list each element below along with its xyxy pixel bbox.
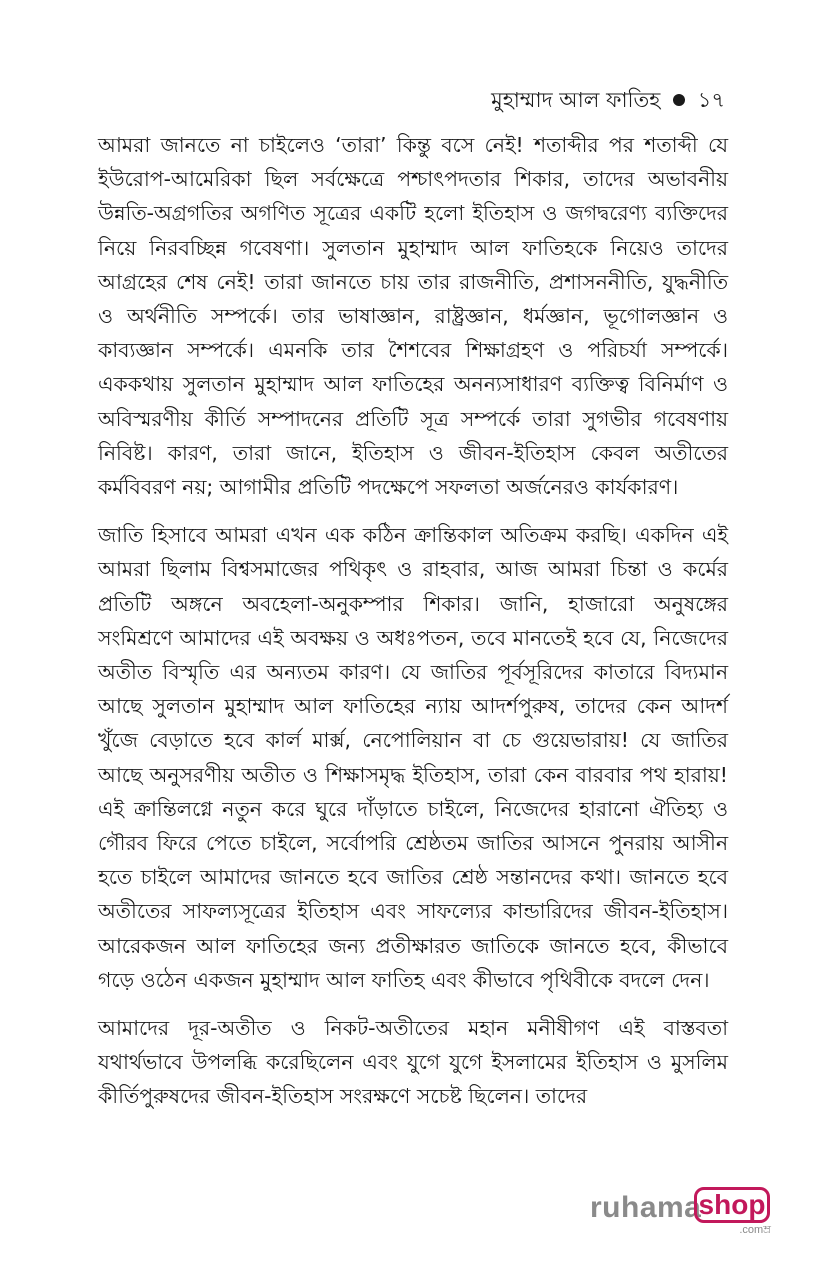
running-header	[491, 86, 725, 114]
logo-domain: .comম্র	[739, 1224, 771, 1236]
paragraph-2: জাতি হিসাবে আমরা এখন এক কঠিন ক্রান্তিকাল অতিক্রম করছি। একদিন এই আমরা ছিলাম বিশ্বসমাজের পথিকৃৎ ও রাহবার, আজ আমরা চিন্তা ও কর্মের প্রতিটি অঙ্গনে অবহেলা-অনুকম্পার শিকার। জানি, হাজারো অনুষঙ্গের সংমিশ্রণে আমাদের এই অবক্ষয় ও অধঃপতন, তবে মানতেই হবে যে, নিজেদের অতীত বিস্মৃতি এর অন্যতম কারণ। যে জাতির পূর্বসূরিদের কাতারে বিদ্যমান আছে সুলতান মুহাম্মাদ আল ফাতিহের ন্যায় আদর্শপুরুষ, তাদের কেন আদর্শ খুঁজে বেড়াতে হবে কার্ল মার্ক্স, নেপোলিয়ান বা চে গুয়েভারায়! যে জাতির আছে অনুসরণীয় অতীত ও শিক্ষাসমৃদ্ধ ইতিহাস, তারা কেন বারবার পথ হারায়! এই ক্রান্তিলগ্নে নতুন করে ঘুরে দাঁড়াতে চাইলে, নিজেদের হারানো ঐতিহ্য ও গৌরব ফিরে পেতে চাইলে, সর্বোপরি শ্রেষ্ঠতম জাতির আসনে পুনরায় আসীন হতে চাইলে আমাদের জানতে হবে জাতির শ্রেষ্ঠ সন্তানদের কথা। জানতে হবে অতীতের সাফল্যসূত্রের ইতিহাস এবং সাফল্যের কান্ডারিদের জীবন-ইতিহাস। আরেকজন আল ফাতিহের জন্য প্রতীক্ষারত জাতিকে জানতে হবে, কীভাবে গড়ে ওঠেন একজন মুহাম্মাদ আল ফাতিহ এবং কীভাবে পৃথিবীকে বদলে দেন।	[98, 523, 728, 992]
logo-text-ruhama: ruhama	[590, 1191, 702, 1224]
body-text	[98, 128, 728, 1128]
bullet-dot-icon	[673, 94, 685, 106]
paragraph-3: আমাদের দূর-অতীত ও নিকট-অতীতের মহান মনীষীগণ এই বাস্তবতা যথার্থভাবে উপলব্ধি করেছিলেন এবং যুগে যুগে ইসলামের ইতিহাস ও মুসলিম কীর্তিপুরুষদের জীবন-ইতিহাস সংরক্ষণে সচেষ্ট ছিলেন। তাদের	[98, 1016, 728, 1109]
running-title: মুহাম্মাদ আল ফাতিহ	[491, 88, 661, 112]
logo-text-shop: shop	[698, 1189, 766, 1220]
logo-shop-badge	[694, 1187, 770, 1223]
ruhamashop-watermark-logo	[590, 1187, 775, 1237]
page-number: ১৭	[697, 88, 725, 112]
paragraph-1: আমরা জানতে না চাইলেও ‘তারা’ কিন্তু বসে নেই! শতাব্দীর পর শতাব্দী যে ইউরোপ-আমেরিকা ছিল সর্বক্ষেত্রে পশ্চাৎপদতার শিকার, তাদের অভাবনীয় উন্নতি-অগ্রগতির অগণিত সূত্রের একটি হলো ইতিহাস ও জগদ্বরেণ্য ব্যক্তিদের নিয়ে নিরবচ্ছিন্ন গবেষণা। সুলতান মুহাম্মাদ আল ফাতিহকে নিয়েও তাদের আগ্রহের শেষ নেই! তারা জানতে চায় তার রাজনীতি, প্রশাসননীতি, যুদ্ধনীতি ও অর্থনীতি সম্পর্কে। তার ভাষাজ্ঞান, রাষ্ট্রজ্ঞান, ধর্মজ্ঞান, ভূগোলজ্ঞান ও কাব্যজ্ঞান সম্পর্কে। এমনকি তার শৈশবের শিক্ষাগ্রহণ ও পরিচর্যা সম্পর্কে। এককথায় সুলতান মুহাম্মাদ আল ফাতিহের অনন্যসাধারণ ব্যক্তিত্ব বিনির্মাণ ও অবিস্মরণীয় কীর্তি সম্পাদনের প্রতিটি সূত্র সম্পর্কে তারা সুগভীর গবেষণায় নিবিষ্ট। কারণ, তারা জানে, ইতিহাস ও জীবন-ইতিহাস কেবল অতীতের কর্মবিবরণ নয়; আগামীর প্রতিটি পদক্ষেপে সফলতা অর্জনেরও কার্যকারণ।	[98, 133, 728, 500]
